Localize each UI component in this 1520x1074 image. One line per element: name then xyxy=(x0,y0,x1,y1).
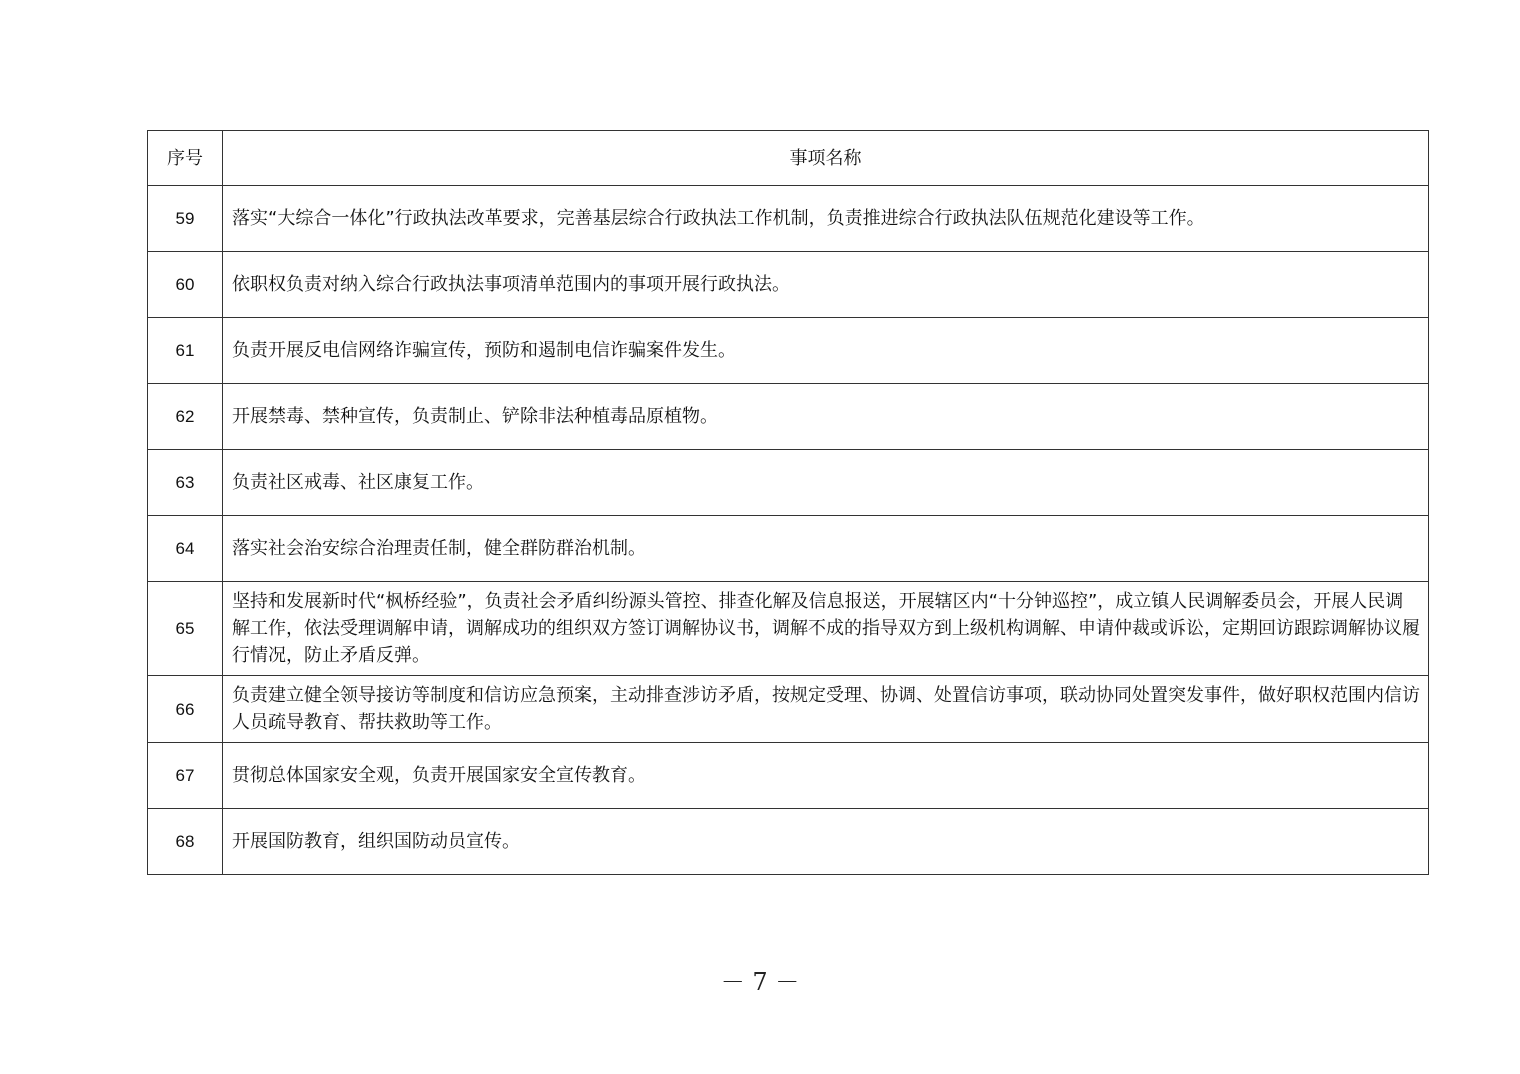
row-serial-number: 60 xyxy=(148,252,223,318)
header-matter-name: 事项名称 xyxy=(223,131,1429,186)
table-row xyxy=(148,384,1429,450)
row-matter-text: 贯彻总体国家安全观，负责开展国家安全宣传教育。 xyxy=(223,743,1429,809)
matters-table xyxy=(147,130,1429,875)
row-matter-text: 开展国防教育，组织国防动员宣传。 xyxy=(223,809,1429,875)
row-serial-number: 61 xyxy=(148,318,223,384)
table-row xyxy=(148,809,1429,875)
row-serial-number: 59 xyxy=(148,186,223,252)
row-matter-text: 负责社区戒毒、社区康复工作。 xyxy=(223,450,1429,516)
row-serial-number: 63 xyxy=(148,450,223,516)
table-row xyxy=(148,676,1429,743)
table-row xyxy=(148,318,1429,384)
row-matter-text: 依职权负责对纳入综合行政执法事项清单范围内的事项开展行政执法。 xyxy=(223,252,1429,318)
table-row xyxy=(148,252,1429,318)
row-matter-text: 坚持和发展新时代“枫桥经验”，负责社会矛盾纠纷源头管控、排查化解及信息报送，开展辖区内“十分钟巡控”，成立镇人民调解委员会，开展人民调解工作，依法受理调解申请，调解成功的组织双方签订调解协议书，调解不成的指导双方到上级机构调解、申请仲裁或诉讼，定期回访跟踪调解协议履行情况，防止矛盾反弹。 xyxy=(223,582,1429,676)
row-serial-number: 65 xyxy=(148,582,223,676)
row-matter-text: 落实“大综合一体化”行政执法改革要求，完善基层综合行政执法工作机制，负责推进综合行政执法队伍规范化建设等工作。 xyxy=(223,186,1429,252)
table-row xyxy=(148,186,1429,252)
table-row xyxy=(148,450,1429,516)
table-header-row xyxy=(148,131,1429,186)
row-matter-text: 负责建立健全领导接访等制度和信访应急预案，主动排查涉访矛盾，按规定受理、协调、处置信访事项，联动协同处置突发事件，做好职权范围内信访人员疏导教育、帮扶救助等工作。 xyxy=(223,676,1429,743)
table-row xyxy=(148,582,1429,676)
header-serial-number: 序号 xyxy=(148,131,223,186)
row-serial-number: 64 xyxy=(148,516,223,582)
row-serial-number: 66 xyxy=(148,676,223,743)
row-matter-text: 落实社会治安综合治理责任制，健全群防群治机制。 xyxy=(223,516,1429,582)
row-serial-number: 68 xyxy=(148,809,223,875)
table-row xyxy=(148,516,1429,582)
row-matter-text: 负责开展反电信网络诈骗宣传，预防和遏制电信诈骗案件发生。 xyxy=(223,318,1429,384)
page-number: － 7 － xyxy=(720,968,800,996)
row-serial-number: 67 xyxy=(148,743,223,809)
row-matter-text: 开展禁毒、禁种宣传，负责制止、铲除非法种植毒品原植物。 xyxy=(223,384,1429,450)
row-serial-number: 62 xyxy=(148,384,223,450)
table-row xyxy=(148,743,1429,809)
